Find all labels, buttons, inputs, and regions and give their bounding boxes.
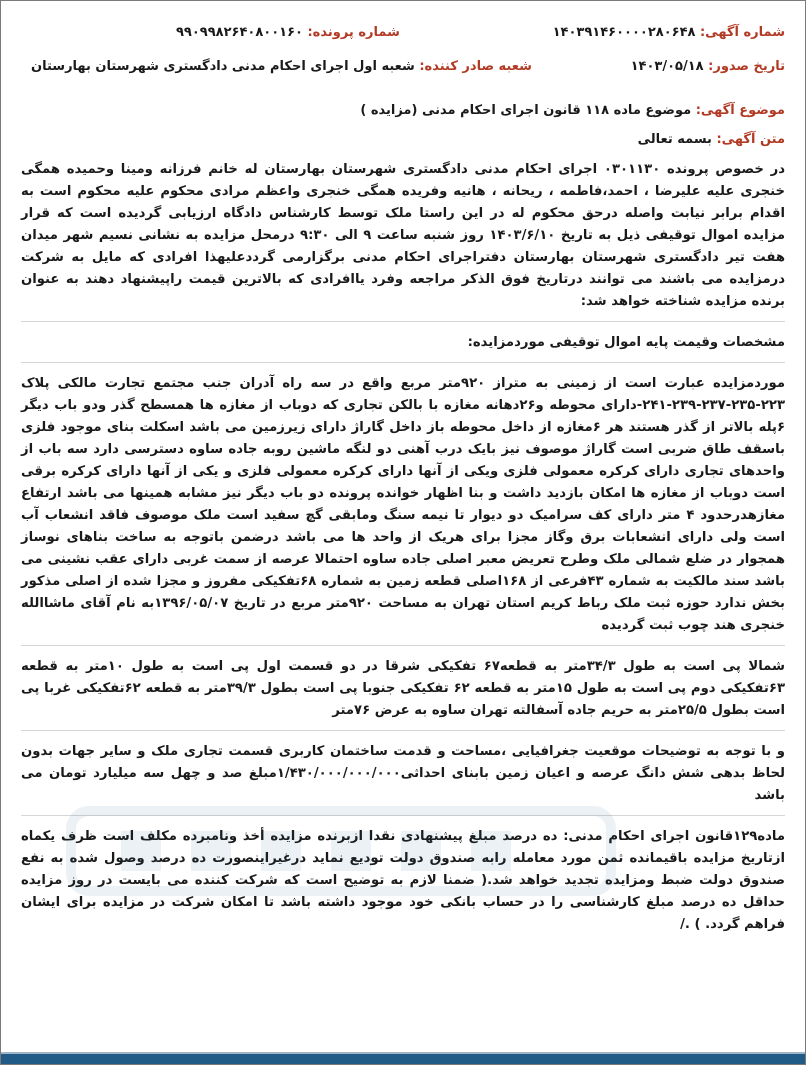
subject-label: موضوع آگهی: — [695, 103, 785, 118]
subject-line — [21, 103, 785, 118]
divider — [21, 730, 785, 731]
ad-number — [553, 25, 785, 40]
ad-number-value: ۱۴۰۳۹۱۴۶۰۰۰۰۲۸۰۶۴۸ — [552, 25, 696, 40]
issuer-label: شعبه صادر کننده: — [419, 59, 532, 74]
divider — [21, 645, 785, 646]
paragraph-valuation: و با توجه به توضیحات موقعیت جغرافیایی ،مساحت و قدمت ساختمان کاربری قسمت تجاری ملک و سایر جهات بدون لحاظ بدهی شش دانگ عرصه و اعیان زمین بابنای احداثی۱/۴۳۰/۰۰۰/۰۰۰/۰۰۰مبلغ صد و چهل سه میلیارد تومان می باشد — [21, 744, 785, 803]
issuer-value: شعبه اول اجرای احکام مدنی دادگستری شهرستان بهارستان — [31, 59, 415, 74]
file-number-label: شماره پرونده: — [307, 25, 400, 40]
paragraph-boundaries: شمالا پی است به طول ۳۴/۳متر به قطعه۶۷ تفکیکی شرقا در دو قسمت اول پی است به طول ۱۰متر به قطعه ۶۳تفکیکی دوم پی است به طول ۱۵متر به قطعه ۶۲ تفکیکی جنوبا پی است بطول ۳۹/۳متر به قطعه ۶۲تفکیکی غربا پی است بطول ۲۵/۵متر به حریم جاده آسفالته تهران ساوه به عرض ۷۶متر — [21, 659, 785, 718]
property-spec-heading: مشخصات وقیمت پایه اموال توقیفی موردمزایده: — [467, 335, 785, 350]
issue-date — [631, 59, 785, 74]
header-row-2 — [21, 59, 785, 93]
divider — [21, 321, 785, 322]
issuer — [31, 59, 532, 74]
ad-number-label: شماره آگهی: — [699, 25, 785, 40]
divider — [21, 815, 785, 816]
bismillah: بسمه تعالی — [637, 132, 712, 147]
divider — [21, 362, 785, 363]
subject-value: موضوع ماده ۱۱۸ قانون اجرای احکام مدنی (مزایده ) — [360, 103, 692, 118]
paragraph-auction-intro: در خصوص پرونده ۰۳۰۱۱۳۰ اجرای احکام مدنی دادگستری شهرستان بهارستان له خانم فرزانه ومینا وحمیده همگی خنجری علیه علیرضا ، احمد،فاطمه ، ریحانه ، هانیه وفریده همگی خنجری واعظم مرادی محکوم علیه محکوم است به اقدام برابر نیابت واصله درحق محکوم له در این راستا ملک توسط کارشناس دادگاه ارزیابی گردیده است که قرار مزایده اموال توقیفی ذیل به تاریخ ۱۴۰۳/۶/۱۰ روز شنبه ساعت ۹ الی ۹:۳۰ درمحل مزایده به نشانی نسیم شهر میدان هفت تیر دادگستری شهرستان بهارستان دفتراجرای احکام مدنی برگزارمی گردد‌علیهذا افرادی که مایل به شرکت درمزایده می باشند می توانند درتاریخ فوق الذکر مراجعه وفرد یاافرادی که بالاترین قیمت راپیشنهاد دهند به عنوان برنده مزایده شناخته خواهد شد: — [21, 162, 785, 309]
footer-bar — [1, 1052, 805, 1064]
text-label: متن آگهی: — [716, 132, 785, 147]
issue-date-value: ۱۴۰۳/۰۵/۱۸ — [630, 59, 704, 74]
file-number — [176, 25, 400, 40]
header-row-1 — [21, 25, 785, 59]
issue-date-label: تاریخ صدور: — [708, 59, 785, 74]
text-intro — [21, 132, 785, 147]
file-number-value: ۹۹۰۹۹۸۲۶۴۰۸۰۰۱۶۰ — [176, 25, 303, 40]
paragraph-article-129: ماده۱۲۹قانون اجرای احکام مدنی: ده درصد مبلغ پیشنهادی نقدا ازبرنده مزایده أخذ ونامبرده مکلف است ظرف یکماه ازتاریخ مزایده باقیمانده ثمن مورد معامله رابه صندوق دولت تودیع نماید درغیراینصورت ده درصد وصول شده به نفع صندوق دولت ضبط ومزایده تجدید خواهد شد.( ضمنا لازم به توضیح است که شرکت کننده می بایست در روز مزایده حداقل ده درصد مبلغ کارشناسی را در حساب بانکی خود موجود داشته باشد تا امکان شرکت در مزایده برای ایشان فراهم گردد. ) ./ — [21, 829, 785, 932]
paragraph-property-description: موردمزایده عبارت است از زمینی به متراز ۹۲۰متر مربع واقع در سه راه آدران جنب مجتمع تجارت مالکی پلاک ۲۲۳-۲۳۵-۲۳۷-۲۳۹-۲۴۱-دارای محوطه و۲۶دهانه مغازه با بالکن تجاری که دوباب از مغازه ها همسطح گذر ودو باب دیگر ۶پله بالاتر از گذر هستند هر ۶مغازه از داخل محوطه باز داخل گاراژ دارای زیرزمین می باشد اسکلت بنای موجود فلزی باسقف طاق ضربی است گاراژ موصوف نیز بایک درب آهنی دو لنگه ماشین روبه جاده ساوه دسترسی دارد سه باب از واحدهای تجاری دارای کرکره معمولی فلزی ویکی از آنها دارای کرکره معمولی فلزی و یکی از آنها دارای کرکره برقی است دوباب از مغازه ها امکان بازدید داشت و بنا اظهار خوانده پرونده دو باب دیگر نیز مشابه همینها می باشد ارتفاع مغازهدرحدود ۴ متر دارای کف سرامیک دو دیوار تا نیمه سنگ ومابقی گچ سفید است ملک موصوف فاقد انشعاب آب است ولی دارای انشعابات برق وگاز مجزا برای هریک از واحد ها می باشد درضمن باتوجه به ساخت بناهای نوساز همجوار در ضلع شمالی ملک وطرح تعریض معبر اصلی جاده ساوه احتمالا عرصه از سمت غربی دارای عقب نشینی می باشد سند مالکیت به شماره ۴۳فرعی از ۱۶۸اصلی قطعه زمین به شماره ۶۸تفکیکی مفروز و مجزا شده از اصلی مذکور بخش ندارد حوزه ثبت ملک رباط کریم استان تهران به مساحت ۹۲۰متر مربع در تاریخ ۱۳۹۶/۰۵/۰۷به نام آقای ماشاالله خنجری هند چوب ثبت گردیده — [21, 376, 785, 633]
